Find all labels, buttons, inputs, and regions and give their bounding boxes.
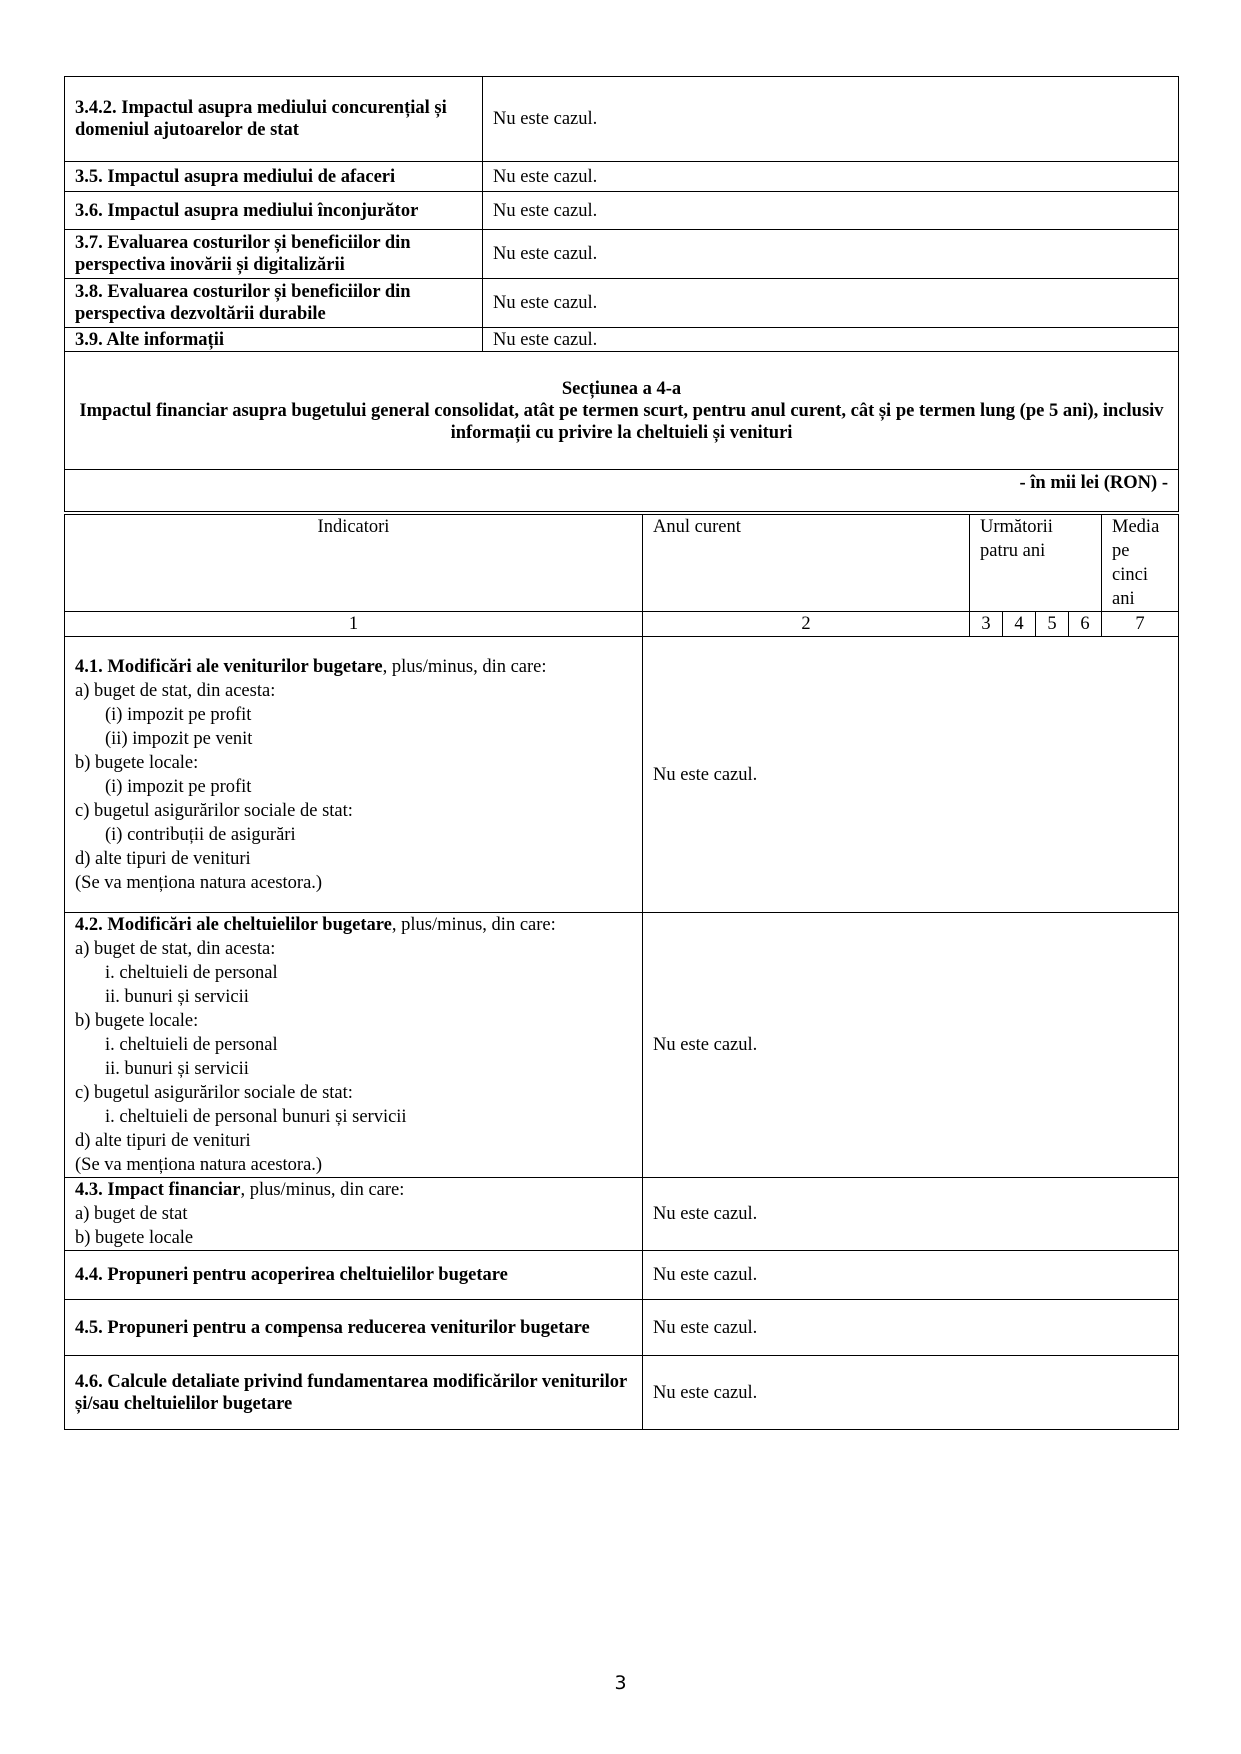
table-row [65, 230, 1179, 279]
indicator-line: (Se va menționa natura acestora.) [75, 1155, 323, 1175]
page-number: 3 [614, 1672, 627, 1694]
header-next-four-years: Următorii patru ani [970, 515, 1102, 612]
table-row [65, 637, 1179, 913]
row-label: 3.9. Alte informații [65, 328, 483, 352]
section-header-row [65, 352, 1179, 470]
column-number: 7 [1102, 612, 1179, 637]
unit-row [65, 470, 1179, 512]
indicator-heading-bold: 4.1. Modificări ale veniturilor bugetare [75, 657, 383, 677]
table-row [65, 77, 1179, 162]
row-value: Nu este cazul. [483, 279, 1179, 328]
table-row [65, 162, 1179, 192]
indicator-line: i. cheltuieli de personal [105, 963, 278, 983]
indicator-line: c) bugetul asigurărilor sociale de stat: [75, 1083, 353, 1103]
indicator-line: i. cheltuieli de personal bunuri și servicii [105, 1107, 407, 1127]
table-row [65, 1356, 1179, 1430]
indicator-line: a) buget de stat, din acesta: [75, 681, 276, 701]
indicator-heading-rest: , plus/minus, din care: [240, 1180, 405, 1200]
proposal-label: 4.5. Propuneri pentru a compensa reducerea veniturilor bugetare [65, 1300, 643, 1356]
table-row [65, 913, 1179, 1178]
indicator-line: c) bugetul asigurărilor sociale de stat: [75, 801, 353, 821]
row-value: Nu este cazul. [483, 162, 1179, 192]
row-label: 3.4.2. Impactul asupra mediului concurențial și domeniul ajutoarelor de stat [65, 77, 483, 162]
column-number: 5 [1036, 612, 1069, 637]
indicator-line: (Se va menționa natura acestora.) [75, 873, 323, 893]
section-title: Secțiunea a 4-a [561, 378, 682, 399]
indicator-cell [65, 1178, 643, 1251]
indicator-line: ii. bunuri și servicii [105, 987, 249, 1007]
proposal-label: 4.6. Calcule detaliate privind fundamentarea modificărilor veniturilor și/sau cheltuielilor bugetare [65, 1356, 643, 1430]
row-value: Nu este cazul. [483, 230, 1179, 279]
row-value: Nu este cazul. [643, 1251, 1179, 1300]
impact-table [64, 76, 1179, 512]
indicator-line: b) bugete locale [75, 1228, 194, 1248]
indicator-line: d) alte tipuri de venituri [75, 1131, 251, 1151]
column-numbers-row [65, 612, 1179, 637]
indicator-cell [65, 637, 643, 913]
row-value: Nu este cazul. [483, 192, 1179, 230]
indicator-heading [75, 655, 632, 679]
header-indicators: Indicatori [65, 515, 643, 612]
column-number: 6 [1069, 612, 1102, 637]
row-value: Nu este cazul. [643, 913, 1179, 1178]
header-row [65, 515, 1179, 612]
table-row [65, 192, 1179, 230]
unit-label: - în mii lei (RON) - [65, 470, 1179, 512]
column-number: 3 [970, 612, 1003, 637]
indicator-heading [75, 1178, 632, 1202]
row-value: Nu este cazul. [643, 637, 1179, 913]
row-label: 3.7. Evaluarea costurilor și beneficiilor din perspectiva inovării și digitalizării [65, 230, 483, 279]
row-value: Nu este cazul. [483, 328, 1179, 352]
indicator-line: (ii) impozit pe venit [105, 729, 253, 749]
row-value: Nu este cazul. [643, 1356, 1179, 1430]
row-value: Nu este cazul. [643, 1178, 1179, 1251]
proposal-label: 4.4. Propuneri pentru acoperirea cheltuielilor bugetare [65, 1251, 643, 1300]
row-value: Nu este cazul. [643, 1300, 1179, 1356]
indicator-line: a) buget de stat, din acesta: [75, 939, 276, 959]
indicator-heading-rest: , plus/minus, din care: [382, 657, 547, 677]
header-five-year-average: Media pe cinci ani [1102, 515, 1179, 612]
table-row [65, 1251, 1179, 1300]
table-row [65, 279, 1179, 328]
table-row [65, 1300, 1179, 1356]
indicator-line: a) buget de stat [75, 1204, 188, 1224]
table-row [65, 328, 1179, 352]
table-row [65, 1178, 1179, 1251]
header-current-year: Anul curent [643, 515, 970, 612]
column-number: 2 [643, 612, 970, 637]
row-label: 3.8. Evaluarea costurilor și beneficiilor din perspectiva dezvoltării durabile [65, 279, 483, 328]
row-label: 3.5. Impactul asupra mediului de afaceri [65, 162, 483, 192]
indicator-heading-bold: 4.2. Modificări ale cheltuielilor bugetare [75, 915, 392, 935]
indicator-line: (i) impozit pe profit [105, 777, 252, 797]
indicator-line: b) bugete locale: [75, 753, 199, 773]
indicator-line: (i) contribuții de asigurări [105, 825, 296, 845]
indicator-heading [75, 913, 632, 937]
section-header [65, 352, 1179, 470]
financial-table [64, 514, 1179, 1430]
row-label: 3.6. Impactul asupra mediului înconjurător [65, 192, 483, 230]
column-number: 1 [65, 612, 643, 637]
indicator-line: (i) impozit pe profit [105, 705, 252, 725]
indicator-cell [65, 913, 643, 1178]
row-value: Nu este cazul. [483, 77, 1179, 162]
indicator-heading-bold: 4.3. Impact financiar [75, 1180, 241, 1200]
indicator-line: d) alte tipuri de venituri [75, 849, 251, 869]
indicator-line: ii. bunuri și servicii [105, 1059, 249, 1079]
section-subtitle: Impactul financiar asupra bugetului general consolidat, atât pe termen scurt, pentru anul curent, cât și pe termen lung (pe 5 ani), inclusiv informații cu privire la cheltuieli și venituri [79, 400, 1164, 443]
indicator-heading-rest: , plus/minus, din care: [391, 915, 556, 935]
indicator-line: b) bugete locale: [75, 1011, 199, 1031]
indicator-line: i. cheltuieli de personal [105, 1035, 278, 1055]
column-number: 4 [1003, 612, 1036, 637]
